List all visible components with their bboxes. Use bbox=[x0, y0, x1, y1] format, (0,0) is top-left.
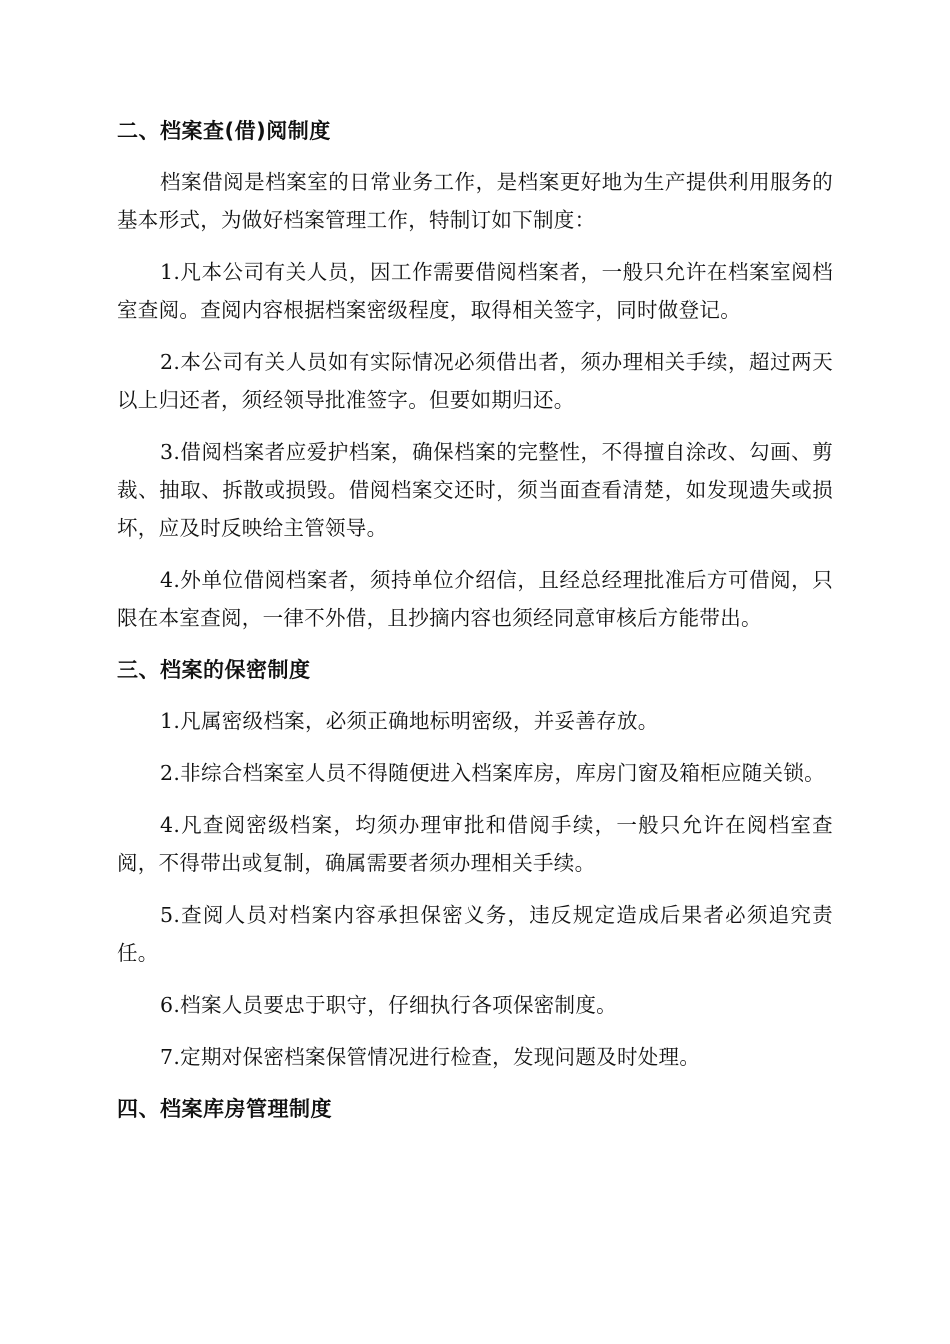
borrowing-rule-1: 1.凡本公司有关人员，因工作需要借阅档案者，一般只允许在档案室阅档室查阅。查阅内容根据档案密级程度，取得相关签字，同时做登记。 bbox=[117, 260, 833, 322]
borrowing-rule-3: 3.借阅档案者应爱护档案，确保档案的完整性，不得擅自涂改、勾画、剪裁、抽取、拆散或损毁。借阅档案交还时，须当面查看清楚，如发现遗失或损坏，应及时反映给主管领导。 bbox=[117, 440, 833, 540]
section-heading-borrowing: 二、档案查(借)阅制度 bbox=[117, 119, 331, 143]
borrowing-rule-2: 2.本公司有关人员如有实际情况必须借出者，须办理相关手续，超过两天以上归还者，须经领导批准签字。但要如期归还。 bbox=[117, 350, 833, 412]
confidentiality-rule-5: 5.查阅人员对档案内容承担保密义务，违反规定造成后果者必须追究责任。 bbox=[117, 903, 833, 965]
confidentiality-rule-6: 6.档案人员要忠于职守，仔细执行各项保密制度。 bbox=[160, 993, 617, 1017]
section-heading-storage: 四、档案库房管理制度 bbox=[117, 1097, 332, 1121]
confidentiality-rule-4: 4.凡查阅密级档案，均须办理审批和借阅手续，一般只允许在阅档室查阅，不得带出或复制，确属需要者须办理相关手续。 bbox=[117, 813, 833, 875]
document-page bbox=[117, 112, 833, 1128]
confidentiality-rule-1: 1.凡属密级档案，必须正确地标明密级，并妥善存放。 bbox=[160, 709, 659, 733]
confidentiality-rule-7: 7.定期对保密档案保管情况进行检查，发现问题及时处理。 bbox=[160, 1045, 701, 1069]
intro-paragraph: 档案借阅是档案室的日常业务工作，是档案更好地为生产提供利用服务的基本形式，为做好档案管理工作，特制订如下制度： bbox=[117, 170, 833, 232]
section-heading-confidentiality: 三、档案的保密制度 bbox=[117, 658, 311, 682]
borrowing-rule-4: 4.外单位借阅档案者，须持单位介绍信，且经总经理批准后方可借阅，只限在本室查阅，一律不外借，且抄摘内容也须经同意审核后方能带出。 bbox=[117, 568, 833, 630]
confidentiality-rule-2: 2.非综合档案室人员不得随便进入档案库房，库房门窗及箱柜应随关锁。 bbox=[160, 761, 825, 785]
